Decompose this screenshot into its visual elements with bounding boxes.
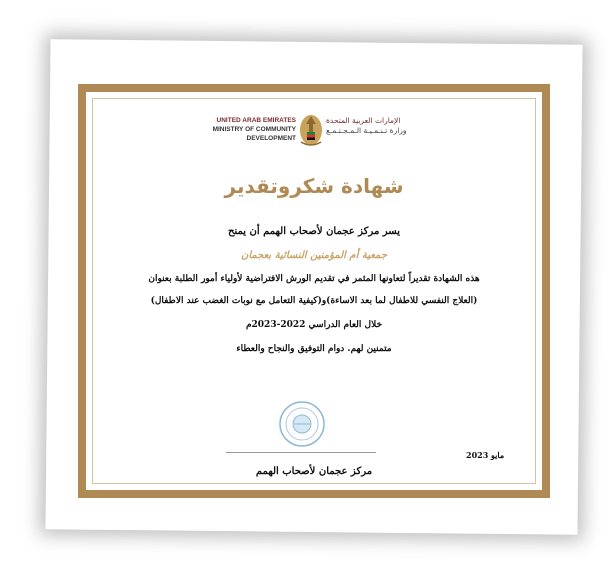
header-en-ministry: MINISTRY OF COMMUNITY DEVELOPMENT: [212, 126, 296, 142]
header-ar-country: الإمارات العربية المتحدة: [326, 116, 401, 125]
uae-emblem-icon: [298, 112, 324, 148]
certificate-date: مايو 2023: [466, 450, 505, 460]
header-arabic: [326, 116, 438, 136]
recipient-name: جمعية أم المؤمنين النسائية بعجمان: [240, 250, 388, 261]
certificate-frame: [78, 84, 550, 498]
header-english: [166, 116, 296, 143]
intro-text: يسر مركز عجمان لأصحاب الهمم أن يمنح: [228, 226, 400, 237]
header-en-country: UNITED ARAB EMIRATES: [216, 117, 296, 124]
official-stamp-icon: [278, 400, 326, 448]
certificate-body-line1: هذه الشهادة تقديراً لتعاونها المثمر في تقديم الورش الافتراضية لأولياء أمور الطلبة بعنوان: [148, 274, 480, 284]
header-ar-ministry: وزارة تـنـمـيـة الـمـجـتـمـع: [326, 126, 407, 135]
signature-line: [226, 452, 376, 453]
closing-wishes: متمنين لهم. دوام التوفيق والنجاح والعطاء: [236, 344, 392, 354]
certificate-title: شهادة شكروتقدير: [224, 174, 404, 198]
certificate-body-line2: (العلاج النفسي للاطفال لما بعد الاساءة)و(كيفية التعامل مع نوبات الغضب عند الاطفال): [150, 296, 478, 306]
academic-year: خلال العام الدراسي 2022-2023م: [245, 320, 383, 330]
issuer-signature: مركز عجمان لأصحاب الهمم: [255, 466, 373, 477]
